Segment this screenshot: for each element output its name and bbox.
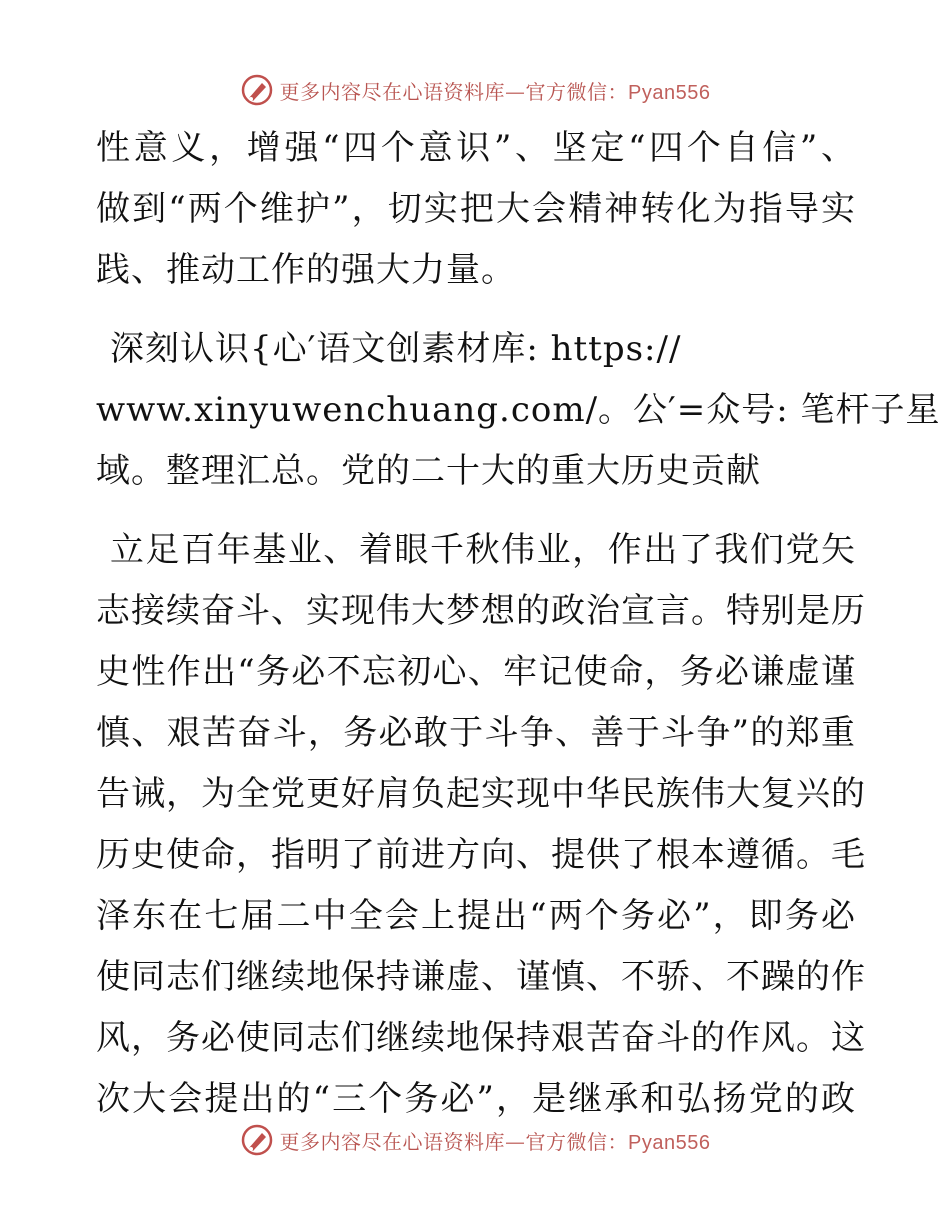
text-line: 志接续奋斗、实现伟大梦想的政治宣言。特别是历 — [96, 591, 866, 631]
footer-banner — [0, 1120, 950, 1160]
footer-wechat: 官方微信： — [525, 1129, 629, 1154]
paragraph — [96, 520, 866, 1130]
pen-logo-icon — [240, 73, 274, 107]
text-line: 深刻认识{心′语文创素材库: https:// — [110, 329, 682, 369]
footer-label: 更多内容尽在心语资料库 — [279, 1129, 506, 1154]
text-line: www.xinyuwenchuang.com/。公′=众号: 笔杆子星 — [96, 390, 941, 430]
pen-logo-icon — [240, 1123, 274, 1157]
paragraph — [96, 118, 856, 301]
header-banner — [0, 70, 950, 110]
text-line: 使同志们继续地保持谦虚、谨慎、不骄、不躁的作 — [96, 957, 866, 997]
header-wechat: 官方微信： — [525, 79, 629, 104]
header-text — [280, 76, 711, 105]
text-line: 告诫，为全党更好肩负起实现中华民族伟大复兴的 — [96, 774, 866, 814]
text-line: 慎、艰苦奋斗，务必敢于斗争、善于斗争”的郑重 — [96, 713, 856, 753]
footer-dash: — — [505, 1129, 526, 1154]
text-line: 性意义，增强“四个意识”、坚定“四个自信”、 — [96, 128, 856, 168]
footer-account: Pyan556 — [628, 1131, 711, 1154]
header-dash: — — [505, 79, 526, 104]
footer-text — [280, 1126, 711, 1155]
document-body — [96, 118, 941, 1148]
header-account: Pyan556 — [628, 81, 711, 104]
text-line: 泽东在七届二中全会上提出“两个务必”，即务必 — [96, 896, 856, 936]
text-line: 历史使命，指明了前进方向、提供了根本遵循。毛 — [96, 835, 866, 875]
paragraph — [96, 319, 941, 502]
text-line: 史性作出“务必不忘初心、牢记使命，务必谦虚谨 — [96, 652, 856, 692]
header-label: 更多内容尽在心语资料库 — [279, 79, 506, 104]
text-line: 立足百年基业、着眼千秋伟业，作出了我们党矢 — [110, 530, 856, 570]
text-line: 做到“两个维护”，切实把大会精神转化为指导实 — [96, 189, 856, 229]
text-line: 域。整理汇总。党的二十大的重大历史贡献 — [96, 451, 761, 491]
text-line: 风，务必使同志们继续地保持艰苦奋斗的作风。这 — [96, 1018, 866, 1058]
text-line: 践、推动工作的强大力量。 — [96, 250, 516, 290]
text-line: 次大会提出的“三个务必”，是继承和弘扬党的政 — [96, 1079, 856, 1119]
